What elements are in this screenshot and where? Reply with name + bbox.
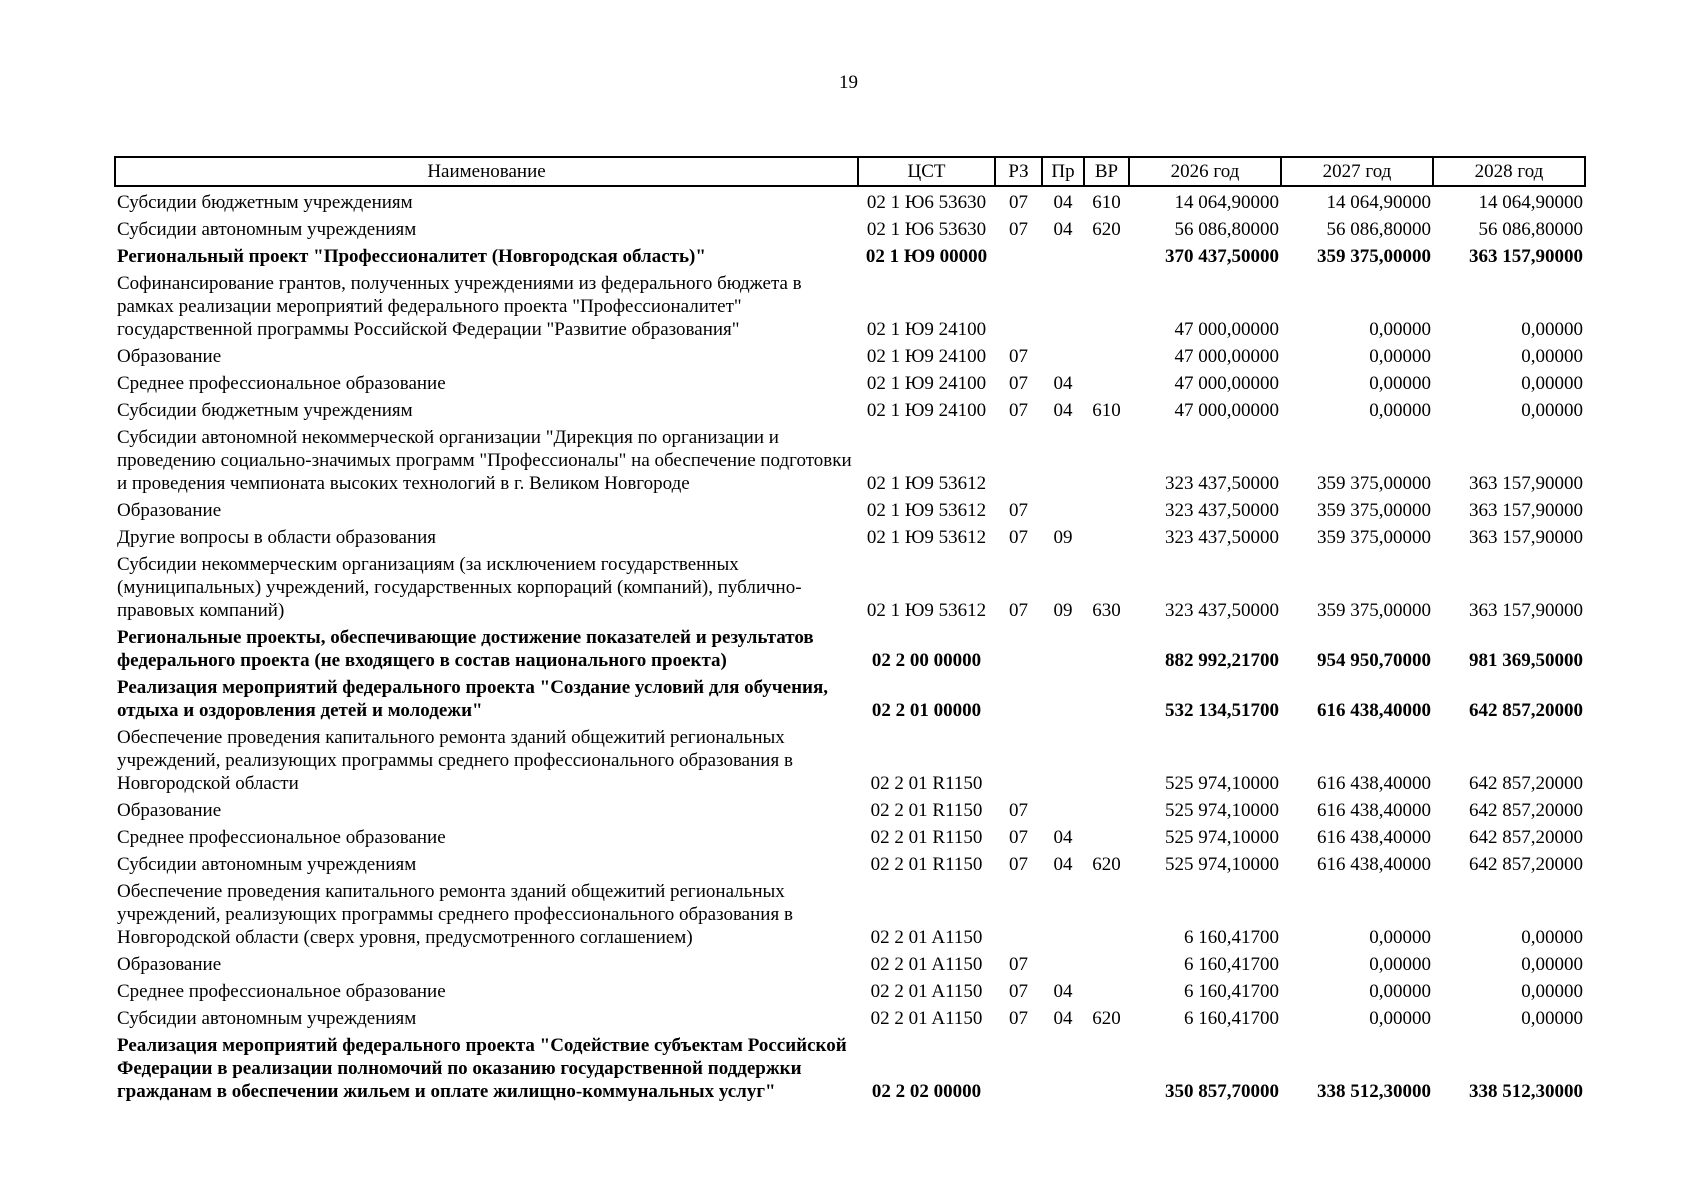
cell-vr bbox=[1084, 797, 1129, 824]
cell-2028: 642 857,20000 bbox=[1469, 700, 1583, 721]
cell-name: Субсидии автономным учреждениям bbox=[117, 854, 417, 875]
cell-rz: 07 bbox=[1009, 527, 1028, 548]
cell-name: Субсидии бюджетным учреждениям bbox=[117, 400, 413, 421]
cell-2026: 323 437,50000 bbox=[1165, 500, 1279, 521]
cell-rz bbox=[995, 878, 1042, 951]
cell-vr bbox=[1084, 370, 1129, 397]
cell-2028: 0,00000 bbox=[1521, 927, 1583, 948]
cell-2026: 525 974,10000 bbox=[1165, 854, 1279, 875]
cell-2027: 0,00000 bbox=[1369, 954, 1431, 975]
table-row bbox=[115, 674, 1585, 724]
cell-vr: 620 bbox=[1092, 219, 1121, 240]
table-row bbox=[115, 551, 1585, 624]
cell-name: Среднее профессиональное образование bbox=[117, 827, 446, 848]
cell-2026: 350 857,70000 bbox=[1165, 1081, 1279, 1102]
cell-rz: 07 bbox=[1009, 827, 1028, 848]
cell-name: Образование bbox=[117, 800, 222, 821]
cell-cst: 02 1 Ю6 53630 bbox=[866, 192, 987, 213]
cell-cst: 02 1 Ю9 24100 bbox=[866, 400, 987, 421]
cell-vr bbox=[1084, 497, 1129, 524]
table-row bbox=[115, 397, 1585, 424]
cell-2026: 882 992,21700 bbox=[1165, 650, 1279, 671]
cell-2028: 0,00000 bbox=[1521, 954, 1583, 975]
cell-2027: 359 375,00000 bbox=[1317, 473, 1431, 494]
cell-rz: 07 bbox=[1009, 981, 1028, 1002]
cell-2027: 0,00000 bbox=[1369, 373, 1431, 394]
table-row bbox=[115, 270, 1585, 343]
cell-name: Обеспечение проведения капитального ремонта зданий общежитий региональных учреждений, реализующих программы среднего профессионального образования в Новгородской области (сверх уровня, предусмотренного соглашением) bbox=[117, 881, 793, 948]
cell-vr bbox=[1084, 724, 1129, 797]
cell-2027: 0,00000 bbox=[1369, 927, 1431, 948]
cell-2027: 359 375,00000 bbox=[1317, 500, 1431, 521]
cell-2028: 981 369,50000 bbox=[1469, 650, 1583, 671]
cell-pr: 04 bbox=[1053, 400, 1073, 421]
cell-rz: 07 bbox=[1009, 954, 1028, 975]
cell-name: Образование bbox=[117, 346, 222, 367]
table-row bbox=[115, 797, 1585, 824]
header-name: Наименование bbox=[115, 157, 858, 186]
table-row bbox=[115, 424, 1585, 497]
cell-pr: 09 bbox=[1053, 600, 1073, 621]
cell-cst: 02 2 01 A1150 bbox=[870, 954, 983, 975]
cell-name: Субсидии автономным учреждениям bbox=[117, 219, 417, 240]
cell-2026: 6 160,41700 bbox=[1184, 927, 1279, 948]
cell-2028: 56 086,80000 bbox=[1478, 219, 1583, 240]
table-row bbox=[115, 851, 1585, 878]
cell-pr bbox=[1042, 270, 1084, 343]
cell-2027: 616 438,40000 bbox=[1317, 854, 1431, 875]
cell-2028: 0,00000 bbox=[1521, 319, 1583, 340]
cell-pr: 04 bbox=[1053, 192, 1073, 213]
table-row bbox=[115, 186, 1585, 216]
cell-pr bbox=[1042, 674, 1084, 724]
header-2026: 2026 год bbox=[1129, 157, 1281, 186]
cell-2028: 0,00000 bbox=[1521, 1008, 1583, 1029]
cell-pr: 04 bbox=[1053, 373, 1073, 394]
table-row bbox=[115, 1005, 1585, 1032]
cell-2026: 525 974,10000 bbox=[1165, 773, 1279, 794]
cell-rz bbox=[995, 424, 1042, 497]
table-row bbox=[115, 824, 1585, 851]
cell-cst: 02 2 00 00000 bbox=[871, 650, 982, 671]
cell-name: Региональный проект "Профессионалитет (Новгородская область)" bbox=[117, 246, 706, 267]
cell-2026: 6 160,41700 bbox=[1184, 981, 1279, 1002]
cell-2026: 370 437,50000 bbox=[1165, 246, 1279, 267]
cell-rz: 07 bbox=[1009, 1008, 1028, 1029]
cell-2028: 642 857,20000 bbox=[1469, 800, 1583, 821]
cell-2027: 616 438,40000 bbox=[1317, 773, 1431, 794]
cell-vr bbox=[1084, 1032, 1129, 1105]
cell-2026: 525 974,10000 bbox=[1165, 800, 1279, 821]
cell-name: Софинансирование грантов, полученных учреждениями из федерального бюджета в рамках реализации мероприятий федерального проекта "Профессионалитет" государственной программы Российской Федерации "Развитие образования" bbox=[117, 273, 802, 340]
cell-name: Реализация мероприятий федерального проекта "Создание условий для обучения, отдыха и оздоровления детей и молодежи" bbox=[117, 677, 828, 721]
cell-2028: 642 857,20000 bbox=[1469, 827, 1583, 848]
table-row bbox=[115, 243, 1585, 270]
cell-2028: 0,00000 bbox=[1521, 346, 1583, 367]
cell-vr: 610 bbox=[1092, 192, 1121, 213]
cell-pr bbox=[1042, 624, 1084, 674]
cell-cst: 02 2 01 R1150 bbox=[870, 800, 983, 821]
header-2027: 2027 год bbox=[1281, 157, 1433, 186]
cell-pr: 04 bbox=[1053, 827, 1073, 848]
cell-2026: 56 086,80000 bbox=[1174, 219, 1279, 240]
header-2028: 2028 год bbox=[1433, 157, 1585, 186]
cell-name: Субсидии автономной некоммерческой организации "Дирекция по организации и проведению социально-значимых программ "Профессионалы" на обеспечение подготовки и проведения чемпионата высоких технологий в г. Великом Новгороде bbox=[117, 427, 852, 494]
cell-cst: 02 1 Ю9 24100 bbox=[866, 319, 987, 340]
cell-2027: 0,00000 bbox=[1369, 981, 1431, 1002]
table-row bbox=[115, 497, 1585, 524]
cell-cst: 02 2 01 A1150 bbox=[870, 981, 983, 1002]
cell-cst: 02 1 Ю9 24100 bbox=[866, 373, 987, 394]
table-row bbox=[115, 370, 1585, 397]
cell-rz bbox=[995, 1032, 1042, 1105]
cell-pr bbox=[1042, 951, 1084, 978]
cell-2027: 338 512,30000 bbox=[1317, 1081, 1431, 1102]
cell-2027: 616 438,40000 bbox=[1317, 800, 1431, 821]
cell-vr: 620 bbox=[1092, 854, 1121, 875]
cell-name: Реализация мероприятий федерального проекта "Содействие субъектам Российской Федерации в реализации полномочий по оказанию государственной поддержки гражданам в обеспечении жильем и оплате жилищно-коммунальных услуг" bbox=[117, 1035, 847, 1102]
cell-2028: 363 157,90000 bbox=[1469, 473, 1583, 494]
cell-cst: 02 2 01 R1150 bbox=[870, 854, 983, 875]
cell-name: Субсидии некоммерческим организациям (за исключением государственных (муниципальных) учреждений, государственных корпораций (компаний), публично-правовых компаний) bbox=[117, 554, 802, 621]
cell-cst: 02 1 Ю9 00000 bbox=[865, 246, 988, 267]
cell-rz bbox=[995, 624, 1042, 674]
cell-2027: 359 375,00000 bbox=[1317, 246, 1431, 267]
cell-2026: 525 974,10000 bbox=[1165, 827, 1279, 848]
header-row bbox=[115, 157, 1585, 186]
cell-vr bbox=[1084, 624, 1129, 674]
cell-2026: 14 064,90000 bbox=[1174, 192, 1279, 213]
cell-2027: 359 375,00000 bbox=[1317, 527, 1431, 548]
cell-2028: 363 157,90000 bbox=[1469, 500, 1583, 521]
table-row bbox=[115, 1032, 1585, 1105]
table-row bbox=[115, 951, 1585, 978]
cell-vr bbox=[1084, 824, 1129, 851]
cell-pr bbox=[1042, 878, 1084, 951]
table-row bbox=[115, 724, 1585, 797]
cell-cst: 02 1 Ю9 53612 bbox=[866, 500, 987, 521]
cell-rz: 07 bbox=[1009, 400, 1028, 421]
cell-2027: 954 950,70000 bbox=[1317, 650, 1431, 671]
cell-2028: 0,00000 bbox=[1521, 400, 1583, 421]
header-pr: Пр bbox=[1042, 157, 1084, 186]
cell-2027: 0,00000 bbox=[1369, 319, 1431, 340]
cell-name: Обеспечение проведения капитального ремонта зданий общежитий региональных учреждений, реализующих программы среднего профессионального образования в Новгородской области bbox=[117, 727, 793, 794]
cell-rz: 07 bbox=[1009, 192, 1028, 213]
cell-2026: 47 000,00000 bbox=[1174, 346, 1279, 367]
cell-2028: 642 857,20000 bbox=[1469, 773, 1583, 794]
cell-2026: 323 437,50000 bbox=[1165, 600, 1279, 621]
cell-2028: 642 857,20000 bbox=[1469, 854, 1583, 875]
cell-pr: 04 bbox=[1053, 1008, 1073, 1029]
cell-vr bbox=[1084, 343, 1129, 370]
cell-vr bbox=[1084, 878, 1129, 951]
cell-pr bbox=[1042, 1032, 1084, 1105]
cell-rz: 07 bbox=[1009, 346, 1028, 367]
cell-cst: 02 2 01 A1150 bbox=[870, 1008, 983, 1029]
cell-vr bbox=[1084, 978, 1129, 1005]
cell-2026: 323 437,50000 bbox=[1165, 473, 1279, 494]
cell-vr: 630 bbox=[1092, 600, 1121, 621]
cell-cst: 02 2 01 R1150 bbox=[870, 827, 983, 848]
table-header bbox=[115, 157, 1585, 186]
cell-name: Образование bbox=[117, 500, 222, 521]
cell-name: Образование bbox=[117, 954, 222, 975]
header-rz: РЗ bbox=[995, 157, 1042, 186]
cell-2026: 47 000,00000 bbox=[1174, 400, 1279, 421]
cell-cst: 02 1 Ю9 53612 bbox=[866, 600, 987, 621]
cell-pr bbox=[1042, 497, 1084, 524]
table-row bbox=[115, 524, 1585, 551]
cell-vr bbox=[1084, 674, 1129, 724]
table-row bbox=[115, 216, 1585, 243]
cell-2026: 6 160,41700 bbox=[1184, 954, 1279, 975]
cell-vr: 610 bbox=[1092, 400, 1121, 421]
cell-rz: 07 bbox=[1009, 800, 1028, 821]
cell-2027: 14 064,90000 bbox=[1326, 192, 1431, 213]
cell-2026: 47 000,00000 bbox=[1174, 319, 1279, 340]
cell-rz bbox=[995, 724, 1042, 797]
cell-rz bbox=[995, 243, 1042, 270]
cell-name: Субсидии автономным учреждениям bbox=[117, 1008, 417, 1029]
cell-cst: 02 2 02 00000 bbox=[871, 1081, 982, 1102]
cell-vr bbox=[1084, 524, 1129, 551]
cell-name: Среднее профессиональное образование bbox=[117, 373, 446, 394]
cell-pr bbox=[1042, 724, 1084, 797]
cell-2026: 532 134,51700 bbox=[1165, 700, 1279, 721]
table-row bbox=[115, 878, 1585, 951]
cell-2026: 47 000,00000 bbox=[1174, 373, 1279, 394]
table-row bbox=[115, 624, 1585, 674]
cell-vr bbox=[1084, 270, 1129, 343]
cell-2027: 359 375,00000 bbox=[1317, 600, 1431, 621]
cell-cst: 02 2 01 R1150 bbox=[870, 773, 983, 794]
cell-rz: 07 bbox=[1009, 219, 1028, 240]
cell-vr bbox=[1084, 951, 1129, 978]
cell-2028: 363 157,90000 bbox=[1469, 527, 1583, 548]
cell-2028: 363 157,90000 bbox=[1469, 600, 1583, 621]
cell-2027: 0,00000 bbox=[1369, 400, 1431, 421]
table-row bbox=[115, 978, 1585, 1005]
cell-vr bbox=[1084, 243, 1129, 270]
cell-name: Другие вопросы в области образования bbox=[117, 527, 436, 548]
cell-2028: 0,00000 bbox=[1521, 373, 1583, 394]
cell-pr: 04 bbox=[1053, 981, 1073, 1002]
cell-2028: 363 157,90000 bbox=[1469, 246, 1583, 267]
cell-2026: 323 437,50000 bbox=[1165, 527, 1279, 548]
cell-pr bbox=[1042, 243, 1084, 270]
cell-pr bbox=[1042, 424, 1084, 497]
cell-2028: 14 064,90000 bbox=[1478, 192, 1583, 213]
cell-pr: 04 bbox=[1053, 854, 1073, 875]
cell-name: Субсидии бюджетным учреждениям bbox=[117, 192, 413, 213]
cell-2027: 0,00000 bbox=[1369, 1008, 1431, 1029]
header-cst: ЦСТ bbox=[858, 157, 995, 186]
page-number: 19 bbox=[839, 72, 858, 93]
cell-rz: 07 bbox=[1009, 500, 1028, 521]
cell-2026: 6 160,41700 bbox=[1184, 1008, 1279, 1029]
cell-rz bbox=[995, 674, 1042, 724]
cell-pr: 04 bbox=[1053, 219, 1073, 240]
cell-cst: 02 2 01 00000 bbox=[871, 700, 982, 721]
header-vr: ВР bbox=[1084, 157, 1129, 186]
cell-rz bbox=[995, 270, 1042, 343]
cell-rz: 07 bbox=[1009, 373, 1028, 394]
table-body bbox=[115, 186, 1585, 1105]
cell-rz: 07 bbox=[1009, 600, 1028, 621]
cell-cst: 02 1 Ю9 53612 bbox=[866, 527, 987, 548]
cell-2028: 338 512,30000 bbox=[1469, 1081, 1583, 1102]
cell-2028: 0,00000 bbox=[1521, 981, 1583, 1002]
cell-pr bbox=[1042, 797, 1084, 824]
cell-name: Среднее профессиональное образование bbox=[117, 981, 446, 1002]
table-row bbox=[115, 343, 1585, 370]
cell-name: Региональные проекты, обеспечивающие достижение показателей и результатов федерального проекта (не входящего в состав национального проекта) bbox=[117, 627, 814, 671]
cell-2027: 616 438,40000 bbox=[1317, 827, 1431, 848]
cell-cst: 02 1 Ю6 53630 bbox=[866, 219, 987, 240]
cell-rz: 07 bbox=[1009, 854, 1028, 875]
cell-cst: 02 1 Ю9 24100 bbox=[866, 346, 987, 367]
cell-2027: 56 086,80000 bbox=[1326, 219, 1431, 240]
cell-cst: 02 1 Ю9 53612 bbox=[866, 473, 987, 494]
cell-pr bbox=[1042, 343, 1084, 370]
cell-vr bbox=[1084, 424, 1129, 497]
budget-table bbox=[114, 156, 1586, 1105]
cell-2027: 616 438,40000 bbox=[1317, 700, 1431, 721]
cell-pr: 09 bbox=[1053, 527, 1073, 548]
cell-vr: 620 bbox=[1092, 1008, 1121, 1029]
cell-cst: 02 2 01 A1150 bbox=[870, 927, 983, 948]
cell-2027: 0,00000 bbox=[1369, 346, 1431, 367]
